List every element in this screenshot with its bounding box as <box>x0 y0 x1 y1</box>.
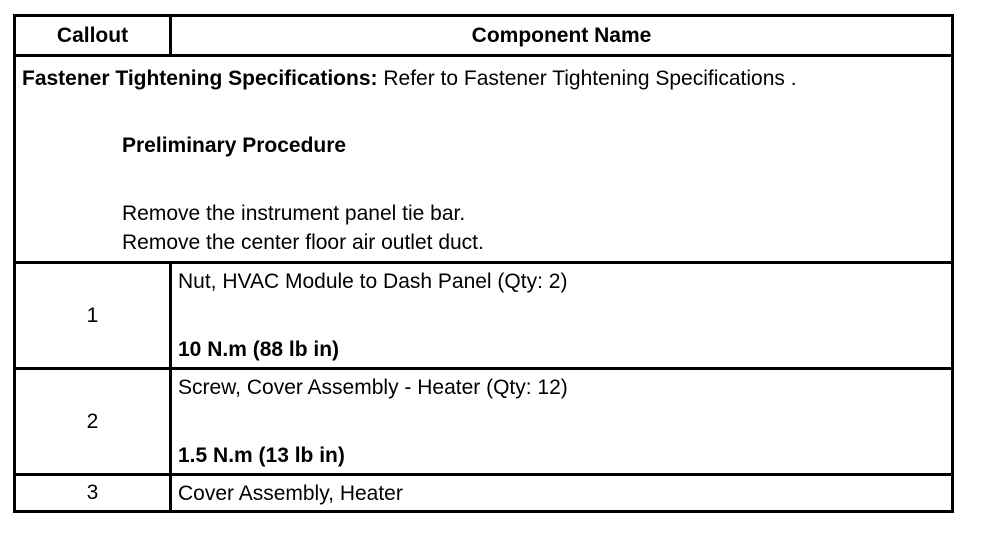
table-row <box>15 475 953 512</box>
fastener-spec-text: Refer to Fastener Tightening Specifications . <box>377 67 797 90</box>
table-header-row <box>15 16 953 56</box>
preliminary-step: Remove the instrument panel tie bar. <box>122 202 466 225</box>
fastener-spec-line <box>22 67 797 91</box>
intro-row <box>15 56 953 263</box>
component-name-header: Component Name <box>171 16 953 56</box>
component-name: Screw, Cover Assembly - Heater (Qty: 12) <box>178 376 568 399</box>
component-cell <box>171 369 953 475</box>
intro-cell <box>15 56 953 263</box>
preliminary-procedure-title: Preliminary Procedure <box>122 134 347 157</box>
torque-spec: 10 N.m (88 lb in) <box>178 338 340 361</box>
component-name: Cover Assembly, Heater <box>178 482 403 505</box>
callout-number: 2 <box>15 369 171 475</box>
torque-spec: 1.5 N.m (13 lb in) <box>178 444 345 467</box>
component-cell <box>171 475 953 512</box>
callout-number: 1 <box>15 263 171 369</box>
table-row <box>15 369 953 475</box>
component-table <box>13 14 954 513</box>
callout-header: Callout <box>15 16 171 56</box>
component-name: Nut, HVAC Module to Dash Panel (Qty: 2) <box>178 270 568 293</box>
callout-number: 3 <box>15 475 171 512</box>
preliminary-step: Remove the center floor air outlet duct. <box>122 231 484 254</box>
fastener-spec-label: Fastener Tightening Specifications: <box>22 67 378 90</box>
component-cell <box>171 263 953 369</box>
table-row <box>15 263 953 369</box>
